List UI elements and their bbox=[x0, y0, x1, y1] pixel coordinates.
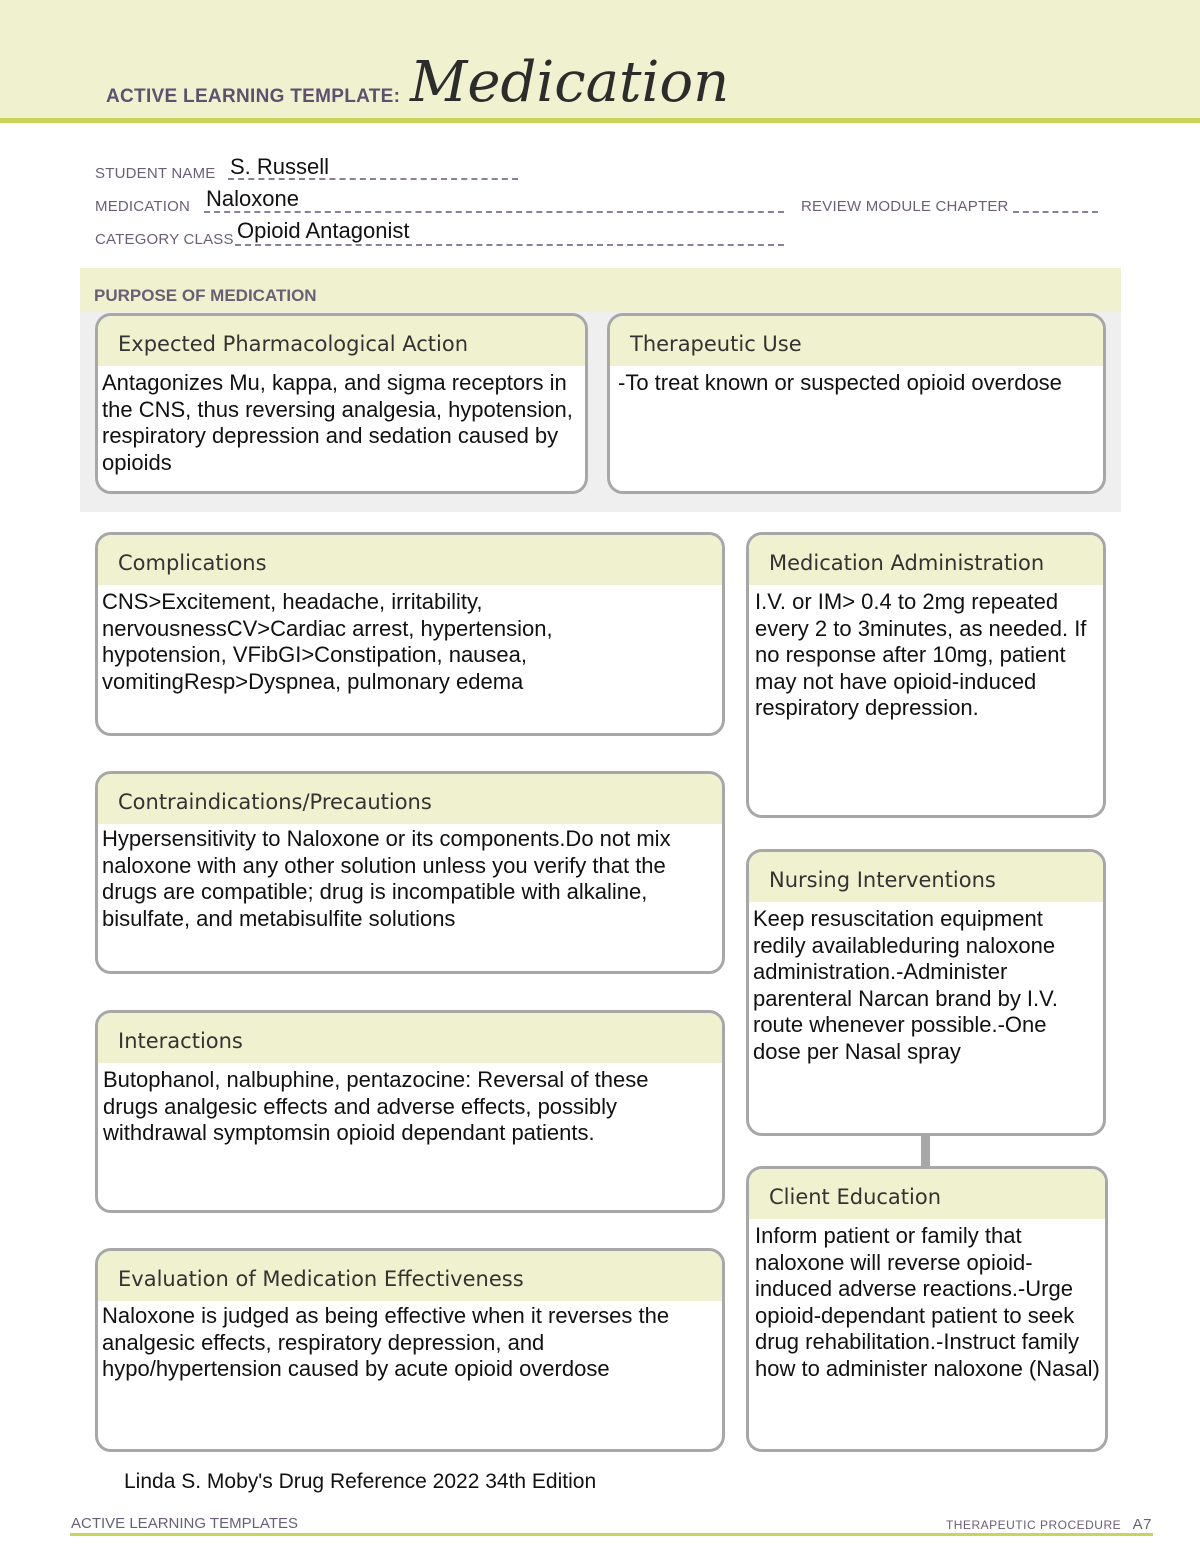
box-title: Medication Administration bbox=[749, 535, 1103, 585]
complications-box bbox=[95, 532, 725, 736]
purpose-title: PURPOSE OF MEDICATION bbox=[94, 286, 317, 305]
box-text[interactable]: I.V. or IM> 0.4 to 2mg repeated every 2 to 3minutes, as needed. If no response after 10mg, patient may not have opioid-induced respiratory depression. bbox=[755, 589, 1087, 720]
review-module-line bbox=[1013, 211, 1098, 213]
connector bbox=[921, 1134, 930, 1168]
category-class-field[interactable]: Opioid Antagonist bbox=[237, 218, 410, 243]
box-text[interactable]: Hypersensitivity to Naloxone or its components.Do not mix naloxone with any other solution unless you verify that the drugs are compatible; drug is incompatible with alkaline, bisulfate, and metabisulfite solutions bbox=[102, 826, 671, 931]
box-text[interactable]: CNS>Excitement, headache, irritability, nervousnessCV>Cardiac arrest, hypertension, hypotension, VFibGI>Constipation, nausea, vomitingResp>Dyspnea, pulmonary edema bbox=[102, 589, 553, 694]
header-bar bbox=[0, 0, 1200, 123]
box-title: Contraindications/Precautions bbox=[98, 774, 722, 824]
box-text[interactable]: Butophanol, nalbuphine, pentazocine: Reversal of these drugs analgesic effects and adverse effects, possibly withdrawal symptomsin opioid dependant patients. bbox=[103, 1067, 649, 1145]
box-title: Complications bbox=[98, 535, 722, 585]
box-title: Evaluation of Medication Effectiveness bbox=[98, 1251, 722, 1301]
box-text[interactable]: -To treat known or suspected opioid overdose bbox=[618, 370, 1062, 395]
student-name-line bbox=[228, 178, 518, 180]
purpose-header bbox=[80, 268, 1121, 312]
medication-field[interactable]: Naloxone bbox=[206, 186, 299, 211]
citation: Linda S. Moby's Drug Reference 2022 34th Edition bbox=[124, 1470, 597, 1493]
box-text[interactable]: Naloxone is judged as being effective when it reverses the analgesic effects, respiratory depression, and hypo/hypertension caused by acute opioid overdose bbox=[102, 1303, 670, 1381]
client-education-box bbox=[746, 1166, 1108, 1452]
box-title: Interactions bbox=[98, 1013, 722, 1063]
footer-left: ACTIVE LEARNING TEMPLATES bbox=[71, 1515, 298, 1532]
box-title: Expected Pharmacological Action bbox=[98, 316, 585, 366]
page-title: Medication bbox=[410, 50, 730, 115]
footer-section: THERAPEUTIC PROCEDURE bbox=[945, 1518, 1122, 1532]
interactions-box bbox=[95, 1010, 725, 1213]
box-title: Client Education bbox=[749, 1169, 1105, 1219]
template-label: ACTIVE LEARNING TEMPLATE: bbox=[106, 86, 401, 107]
medication-administration-box bbox=[746, 532, 1106, 818]
category-class-label: CATEGORY CLASS bbox=[95, 231, 234, 248]
category-class-line bbox=[235, 244, 784, 246]
nursing-interventions-box bbox=[746, 849, 1106, 1136]
footer-rule bbox=[70, 1533, 1153, 1536]
review-module-label: REVIEW MODULE CHAPTER bbox=[801, 198, 1009, 215]
contraindications-box bbox=[95, 771, 725, 974]
evaluation-box bbox=[95, 1248, 725, 1452]
medication-label: MEDICATION bbox=[95, 198, 191, 215]
expected-action-box bbox=[95, 313, 588, 494]
therapeutic-use-box bbox=[607, 313, 1106, 494]
box-title: Nursing Interventions bbox=[749, 852, 1103, 902]
box-text[interactable]: Antagonizes Mu, kappa, and sigma receptors in the CNS, thus reversing analgesia, hypotension, respiratory depression and sedation caused by opioids bbox=[102, 370, 573, 475]
student-name-field[interactable]: S. Russell bbox=[230, 154, 330, 179]
footer-right bbox=[946, 1516, 1152, 1533]
medication-line bbox=[204, 211, 784, 213]
box-title: Therapeutic Use bbox=[610, 316, 1103, 366]
box-text[interactable]: Inform patient or family that naloxone will reverse opioid-induced adverse reactions.-Urge opioid-dependant patient to seek drug rehabilitation.-Instruct family how to administer naloxone (Nasal) bbox=[755, 1223, 1100, 1381]
page-number: A7 bbox=[1132, 1516, 1152, 1533]
box-text[interactable]: Keep resuscitation equipment redily availableduring naloxone administration.-Administer parenteral Narcan brand by I.V. route whenever possible.-One dose per Nasal spray bbox=[753, 906, 1058, 1064]
student-name-label: STUDENT NAME bbox=[95, 165, 216, 182]
